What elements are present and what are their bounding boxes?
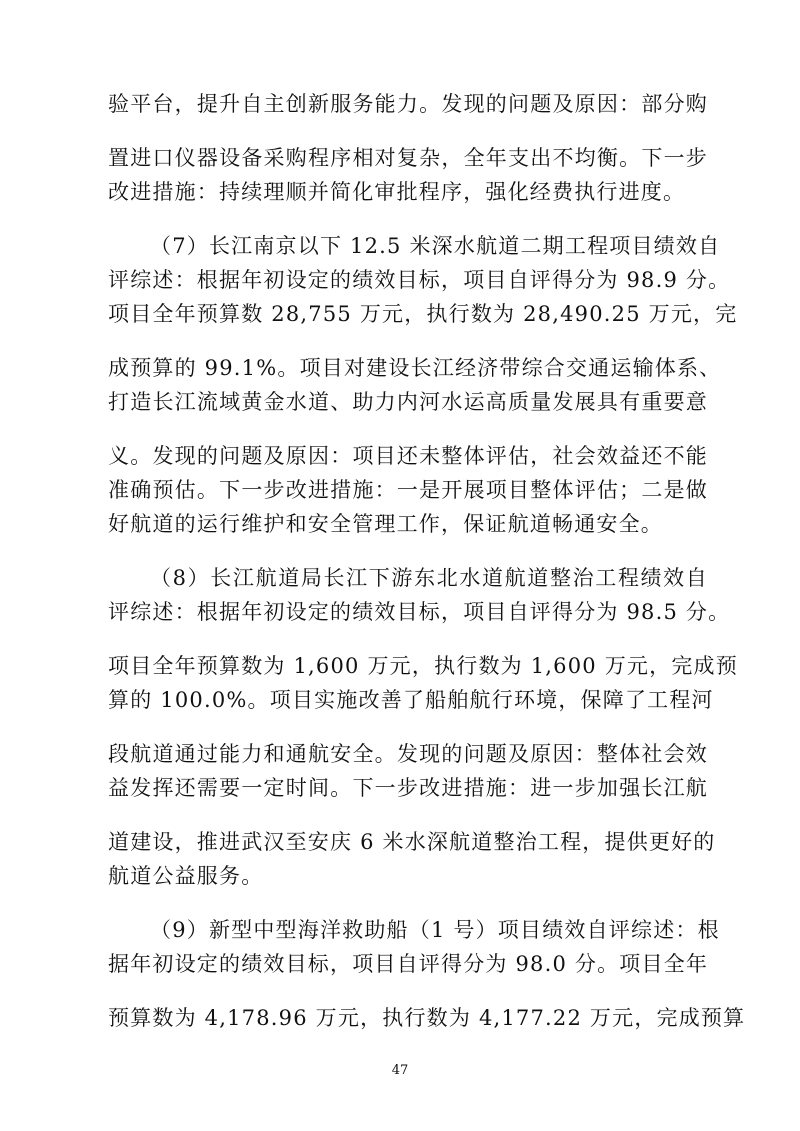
text-line: 预算数为 4,178.96 万元，执行数为 4,177.22 万元，完成预算 bbox=[108, 1006, 746, 1030]
paragraph-9-start: （9）新型中型海洋救助船（1 号）项目绩效自评综述：根 bbox=[150, 918, 720, 942]
text-line: 项目全年预算数为 1,600 万元，执行数为 1,600 万元，完成预 bbox=[108, 654, 738, 678]
text-line: 置进口仪器设备采购程序相对复杂，全年支出不均衡。下一步 bbox=[108, 146, 708, 170]
text-line: 评综述：根据年初设定的绩效目标，项目自评得分为 98.9 分。 bbox=[108, 268, 731, 292]
paragraph-8-start: （8）长江航道局长江下游东北水道航道整治工程绩效自 bbox=[150, 566, 708, 590]
text-line: 准确预估。下一步改进措施：一是开展项目整体评估；二是做 bbox=[108, 478, 708, 502]
text-line: 义。发现的问题及原因：项目还未整体评估，社会效益还不能 bbox=[108, 444, 708, 468]
text-line: 成预算的 99.1%。项目对建设长江经济带综合交通运输体系、 bbox=[108, 356, 722, 380]
paragraph-7-start: （7）长江南京以下 12.5 米深水航道二期工程项目绩效自 bbox=[150, 234, 721, 258]
text-line: 改进措施：持续理顺并简化审批程序，强化经费执行进度。 bbox=[108, 180, 686, 204]
text-line: 益发挥还需要一定时间。下一步改进措施：进一步加强长江航 bbox=[108, 776, 708, 800]
text-line: 打造长江流域黄金水道、助力内河水运高质量发展具有重要意 bbox=[108, 390, 708, 414]
text-line: 好航道的运行维护和安全管理工作，保证航道畅通安全。 bbox=[108, 512, 663, 536]
text-line: 段航道通过能力和通航安全。发现的问题及原因：整体社会效 bbox=[108, 742, 708, 766]
page-number: 47 bbox=[391, 1063, 409, 1078]
text-line: 据年初设定的绩效目标，项目自评得分为 98.0 分。项目全年 bbox=[108, 952, 709, 976]
text-line: 评综述：根据年初设定的绩效目标，项目自评得分为 98.5 分。 bbox=[108, 600, 731, 624]
text-line: 算的 100.0%。项目实施改善了船舶航行环境，保障了工程河 bbox=[108, 688, 714, 712]
text-line: 航道公益服务。 bbox=[108, 864, 264, 888]
text-line: 验平台，提升自主创新服务能力。发现的问题及原因：部分购 bbox=[108, 92, 708, 116]
text-line: 项目全年预算数 28,755 万元，执行数为 28,490.25 万元，完 bbox=[108, 302, 738, 326]
text-line: 道建设，推进武汉至安庆 6 米水深航道整治工程，提供更好的 bbox=[108, 830, 716, 854]
